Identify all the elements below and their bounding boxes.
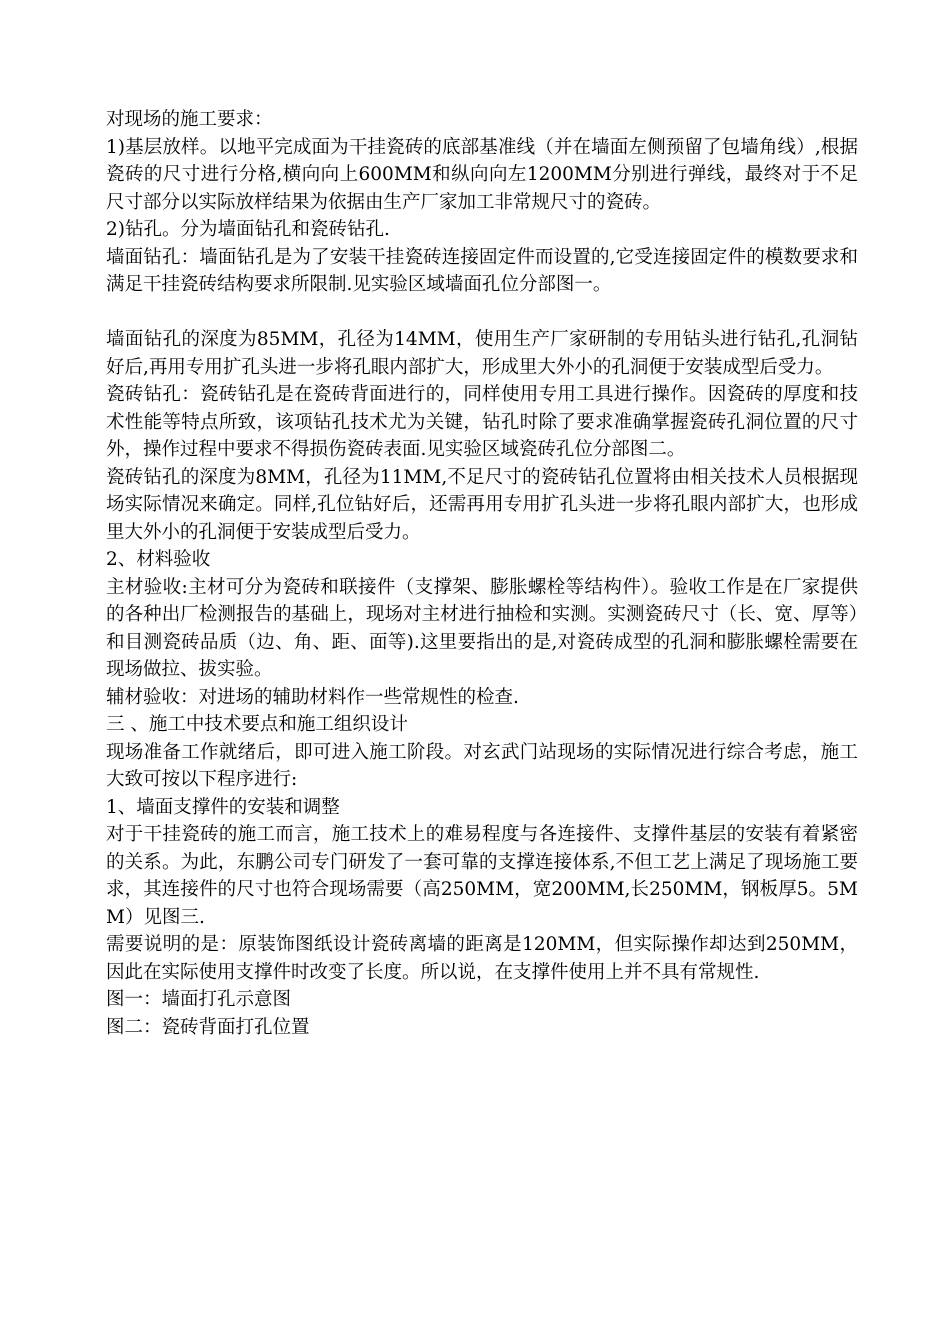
- document-page: [106, 106, 858, 1041]
- caption-figure-one: 图一：墙面打孔示意图: [106, 989, 292, 1010]
- paragraph-note-distance: 需要说明的是：原装饰图纸设计瓷砖离墙的距离是120MM，但实际操作却达到250MM，因此在实际使用支撑件时改变了长度。所以说，在支撑件使用上并不具有常规性.: [106, 934, 858, 983]
- paragraph-wall-drilling: 墙面钻孔：墙面钻孔是为了安装干挂瓷砖连接固定件而设置的,它受连接固定件的模数要求和满足干挂瓷砖结构要求所限制.见实验区域墙面孔位分部图一。: [106, 246, 858, 295]
- paragraph-site-requirements-heading: 对现场的施工要求：: [106, 109, 273, 130]
- paragraph-tile-drilling-depth: 瓷砖钻孔的深度为8MM，孔径为11MM,不足尺寸的瓷砖钻孔位置将由相关技术人员根据现场实际情况来确定。同样,孔位钻好后，还需再用专用扩孔头进一步将孔眼内部扩大，也形成里大外小的孔洞便于安装成型后受力。: [106, 466, 858, 543]
- paragraph-auxiliary-material-acceptance: 辅材验收：对进场的辅助材料作一些常规性的检查.: [106, 686, 519, 708]
- paragraph-support-system: 对于干挂瓷砖的施工而言，施工技术上的难易程度与各连接件、支撑件基层的安装有着紧密的关系。为此，东鹏公司专门研发了一套可靠的支撑连接体系,不但工艺上满足了现场施工要求，其连接件的尺寸也符合现场需要（高250MM，宽200MM,长250MM，钢板厚5。5MM）见图三.: [106, 824, 858, 928]
- paragraph-section-three-heading: 三 、施工中技术要点和施工组织设计: [106, 714, 408, 735]
- blank-line: [106, 299, 858, 327]
- caption-figure-two: 图二：瓷砖背面打孔位置: [106, 1016, 310, 1038]
- paragraph-material-acceptance-heading: 2、材料验收: [106, 549, 211, 570]
- paragraph-construction-procedure: 现场准备工作就绪后，即可进入施工阶段。对玄武门站现场的实际情况进行综合考虑，施工大致可按以下程序进行:: [106, 741, 858, 790]
- paragraph-drilling-heading: 2)钻孔。分为墙面钻孔和瓷砖钻孔.: [106, 219, 390, 240]
- paragraph-main-material-acceptance: 主材验收:主材可分为瓷砖和联接件（支撑架、膨胀螺栓等结构件）。验收工作是在厂家提供的各种出厂检测报告的基础上，现场对主材进行抽检和实测。实测瓷砖尺寸（长、宽、厚等）和目测瓷砖品质（边、角、距、面等).这里要指出的是,对瓷砖成型的孔洞和膨胀螺栓需要在现场做拉、拔实验。: [106, 576, 858, 680]
- paragraph-support-installation-heading: 1、墙面支撑件的安装和调整: [106, 796, 340, 818]
- paragraph-tile-drilling: 瓷砖钻孔：瓷砖钻孔是在瓷砖背面进行的，同样使用专用工具进行操作。因瓷砖的厚度和技术性能等特点所致，该项钻孔技术尤为关键，钻孔时除了要求准确掌握瓷砖孔洞位置的尺寸外，操作过程中要求不得损伤瓷砖表面.见实验区域瓷砖孔位分部图二。: [106, 384, 858, 460]
- paragraph-wall-drilling-depth: 墙面钻孔的深度为85MM，孔径为14MM，使用生产厂家研制的专用钻头进行钻孔,孔洞钻好后,再用专用扩孔头进一步将孔眼内部扩大，形成里大外小的孔洞便于安装成型后受力。: [106, 329, 858, 378]
- paragraph-base-layout: 1)基层放样。以地平完成面为干挂瓷砖的底部基准线（并在墙面左侧预留了包墙角线）,根据瓷砖的尺寸进行分格,横向向上600MM和纵向向左1200MM分别进行弹线，最终对于不足尺寸部分以实际放样结果为依据由生产厂家加工非常规尺寸的瓷砖。: [106, 136, 858, 213]
